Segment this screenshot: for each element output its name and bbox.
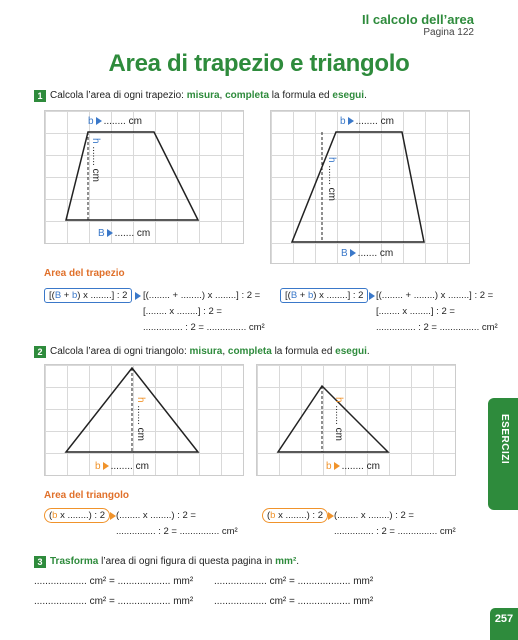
exercise-2-instruction: 2 Calcola l’area di ogni triangolo: misura, completa la formula ed esegui. — [34, 346, 370, 358]
conversion-row: ................... cm² = ................... mm² — [214, 576, 374, 587]
triangle-area-subtitle: Area del triangolo — [44, 490, 130, 501]
triangle-1-height-label: h ....... cm — [135, 397, 146, 441]
trapezoid-2-calc-line-1: [(........ + ........) x ........] : 2 = — [376, 290, 494, 301]
conversion-row: ................... cm² = ................... mm² — [34, 596, 194, 607]
triangle-2-height-label: h ....... cm — [333, 397, 344, 441]
exercise-number: 1 — [34, 90, 46, 102]
trapezoid-2 — [270, 110, 470, 264]
trapezoid-area-subtitle: Area del trapezio — [44, 268, 125, 279]
triangle-1-calc-line-2: ............... : 2 = ............... cm² — [116, 526, 238, 537]
trapezoid-2-small-base-label: b ........ cm — [340, 116, 394, 127]
page-title: Area di trapezio e triangolo — [108, 50, 410, 77]
trapezoid-1-height-label: h ....... cm — [90, 138, 101, 182]
trapezoid-2-calc-line-2: [........ x ........] : 2 = — [376, 306, 455, 317]
trapezoid-2-height-label: h ....... cm — [326, 157, 337, 201]
trapezoid-1-small-base-label: b ........ cm — [88, 116, 142, 127]
trapezoid-1-calc-line-3: ............... : 2 = ............... cm² — [143, 322, 265, 333]
triangle-formula-1: (b x ........) : 2 — [44, 508, 110, 523]
arrow-icon — [135, 292, 141, 300]
chapter-title: Il calcolo dell’area — [362, 12, 474, 27]
trapezoid-1-large-base-label: B ....... cm — [98, 228, 151, 239]
trapezoid-1-calc-line-1: [(........ + ........) x ........] : 2 = — [143, 290, 261, 301]
arrow-icon — [369, 292, 375, 300]
trapezoid-formula-2: [(B + b) x ........] : 2 — [280, 288, 368, 303]
exercise-1-instruction: 1 Calcola l’area di ogni trapezio: misura, completa la formula ed esegui. — [34, 90, 367, 102]
page-number: 257 — [490, 608, 518, 640]
triangle-formula-2: (b x ........) : 2 — [262, 508, 328, 523]
triangle-2-calc-line-2: ............... : 2 = ............... cm² — [334, 526, 456, 537]
exercise-3-instruction: 3 Trasforma l’area di ogni figura di questa pagina in mm². — [34, 556, 299, 568]
triangle-2-calc-line-1: (........ x ........) : 2 = — [334, 510, 414, 521]
page-reference: Pagina 122 — [423, 27, 474, 38]
conversion-row: ................... cm² = ................... mm² — [214, 596, 374, 607]
trapezoid-formula-1: [(B + b) x ........] : 2 — [44, 288, 132, 303]
triangle-1-calc-line-1: (........ x ........) : 2 = — [116, 510, 196, 521]
exercise-number: 2 — [34, 346, 46, 358]
section-tab: ESERCIZI — [488, 398, 518, 510]
triangle-1-base-label: b ........ cm — [95, 461, 149, 472]
conversion-row: ................... cm² = ................... mm² — [34, 576, 194, 587]
trapezoid-1-calc-line-2: [........ x ........] : 2 = — [143, 306, 222, 317]
triangle-2-base-label: b ........ cm — [326, 461, 380, 472]
trapezoid-2-calc-line-3: ............... : 2 = ............... cm² — [376, 322, 498, 333]
triangle-2 — [256, 364, 456, 476]
trapezoid-2-large-base-label: B ....... cm — [341, 248, 394, 259]
trapezoid-1 — [44, 110, 244, 244]
exercise-number: 3 — [34, 556, 46, 568]
